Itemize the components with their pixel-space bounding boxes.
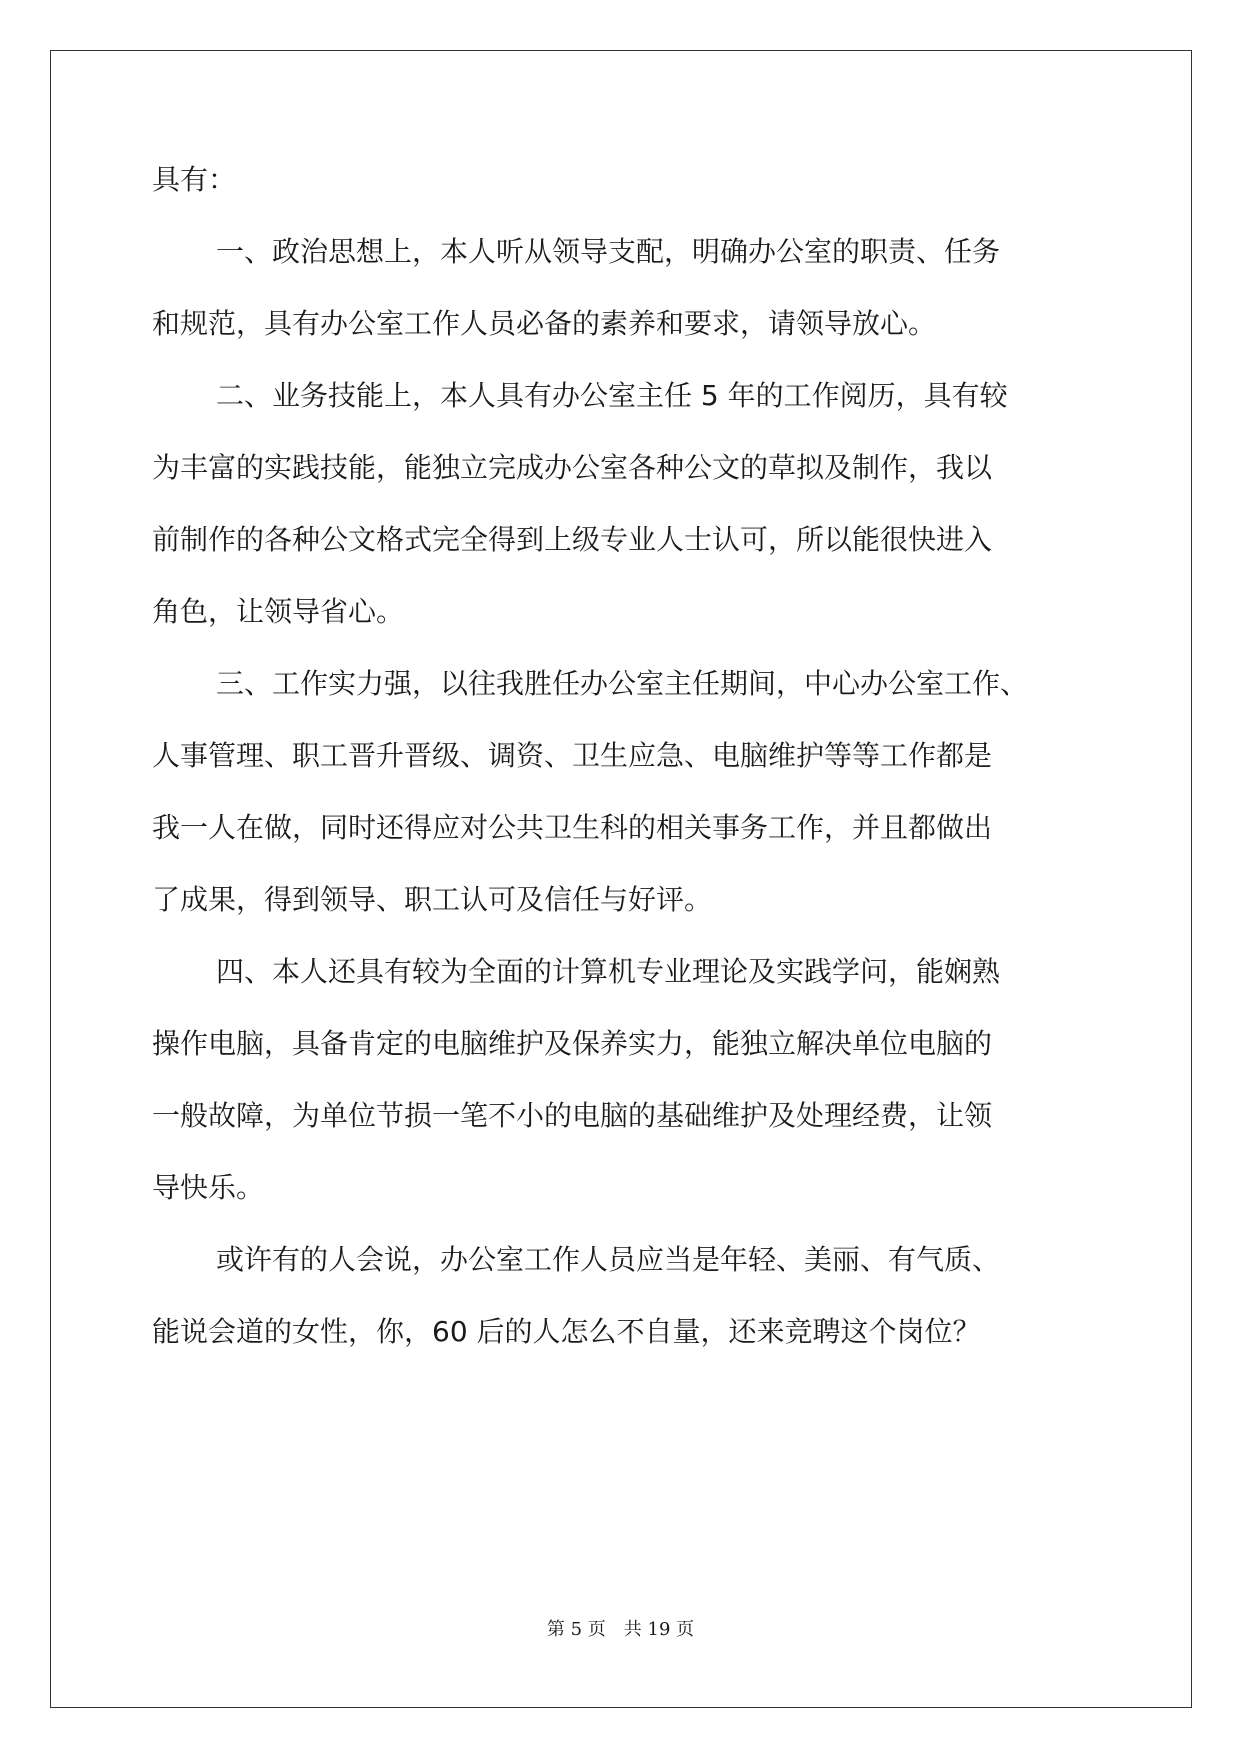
paragraph-first-line: 四、本人还具有较为全面的计算机专业理论及实践学问，能娴熟: [216, 955, 1001, 988]
paragraph-first-line: 二、业务技能上，本人具有办公室主任 5 年的工作阅历，具有较: [216, 379, 1008, 412]
text-line: 和规范，具有办公室工作人员必备的素养和要求，请领导放心。: [152, 307, 937, 340]
text-line: 了成果，得到领导、职工认可及信任与好评。: [152, 883, 713, 916]
page-border: [50, 50, 1192, 1708]
text-line: 人事管理、职工晋升晋级、调资、卫生应急、电脑维护等等工作都是: [152, 739, 993, 772]
page-number-total: 共 19 页: [623, 1619, 695, 1640]
text-line: 我一人在做，同时还得应对公共卫生科的相关事务工作，并且都做出: [152, 811, 993, 844]
text-line: 一般故障，为单位节损一笔不小的电脑的基础维护及处理经费，让领: [152, 1099, 993, 1132]
paragraph-first-line: 三、工作实力强，以往我胜任办公室主任期间，中心办公室工作、: [216, 667, 1029, 700]
text-line: 具有：: [152, 163, 237, 196]
text-line: 角色，让领导省心。: [152, 595, 405, 628]
paragraph-first-line: 一、政治思想上，本人听从领导支配，明确办公室的职责、任务: [216, 235, 1001, 268]
text-line: 为丰富的实践技能，能独立完成办公室各种公文的草拟及制作，我以: [152, 451, 993, 484]
page-footer: [0, 1618, 1241, 1642]
page-number-current: 第 5 页: [546, 1619, 606, 1640]
text-line: 操作电脑，具备肯定的电脑维护及保养实力，能独立解决单位电脑的: [152, 1027, 993, 1060]
text-line: 能说会道的女性，你，60 后的人怎么不自量，还来竞聘这个岗位？: [152, 1315, 981, 1348]
paragraph-first-line: 或许有的人会说，办公室工作人员应当是年轻、美丽、有气质、: [216, 1243, 1001, 1276]
text-line: 导快乐。: [152, 1171, 265, 1204]
text-line: 前制作的各种公文格式完全得到上级专业人士认可，所以能很快进入: [152, 523, 993, 556]
